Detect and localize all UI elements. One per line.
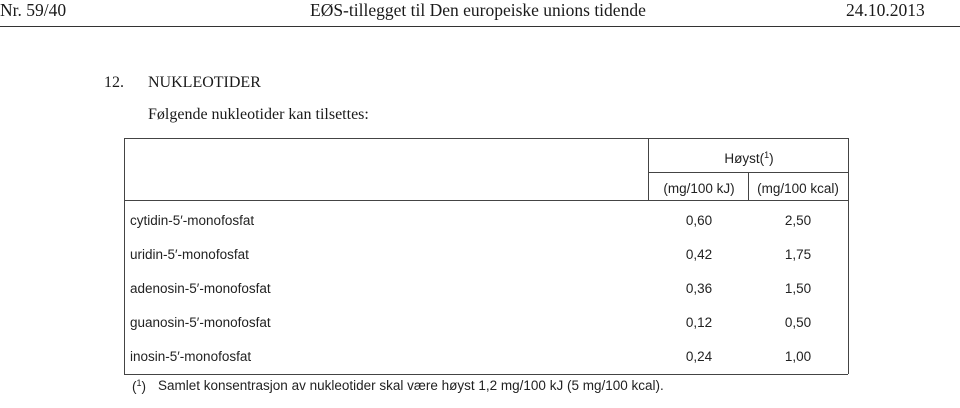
table-bottom-border	[124, 374, 848, 375]
table-cell-kcal: 2,50	[784, 213, 812, 228]
column-header-kcal: (mg/100 kcal)	[757, 181, 839, 196]
section-title: NUKLEOTIDER	[148, 74, 261, 91]
publication-date: 24.10.2013	[846, 0, 925, 20]
table-row-name: uridin-5′-monofosfat	[130, 247, 249, 262]
column-header-kj: (mg/100 kJ)	[663, 181, 735, 196]
table-cell-kj: 0,36	[685, 281, 713, 296]
journal-title: EØS-tillegget til Den europeiske unions tidende	[310, 0, 646, 20]
group-header-max: Høyst($^1$)	[724, 150, 774, 166]
table-cell-kj: 0,42	[685, 247, 713, 262]
table-cell-kcal: 1,50	[784, 281, 812, 296]
column-divider-name	[648, 138, 649, 200]
section-number: 12.	[104, 74, 124, 91]
table-cell-kj: 0,24	[685, 349, 713, 364]
table-top-border	[124, 138, 848, 139]
table-cell-kcal: 0,50	[784, 315, 812, 330]
header-bottom-divider	[124, 200, 848, 201]
section-intro: Følgende nukleotider kan tilsettes:	[148, 106, 369, 123]
table-row-name: cytidin-5′-monofosfat	[130, 213, 255, 228]
table-cell-kj: 0,60	[685, 213, 713, 228]
footnote-text: Samlet konsentrasjon av nukleotider skal være høyst 1,2 mg/100 kJ (5 mg/100 kcal).	[158, 378, 664, 393]
footnote-marker: ($^1$)	[132, 378, 147, 394]
table-cell-kj: 0,12	[685, 315, 713, 330]
nucleotide-table	[124, 138, 848, 374]
table-left-border	[124, 138, 125, 374]
table-row-name: adenosin-5′-monofosfat	[130, 281, 271, 296]
table-row-name: inosin-5′-monofosfat	[130, 349, 252, 364]
header-divider	[0, 26, 960, 27]
table-cell-kcal: 1,00	[784, 349, 812, 364]
page-number: Nr. 59/40	[0, 0, 67, 20]
table-cell-kcal: 1,75	[784, 247, 812, 262]
page-header	[0, 0, 960, 26]
table-row-name: guanosin-5′-monofosfat	[130, 315, 271, 330]
footnote-ref: 1	[764, 150, 770, 160]
